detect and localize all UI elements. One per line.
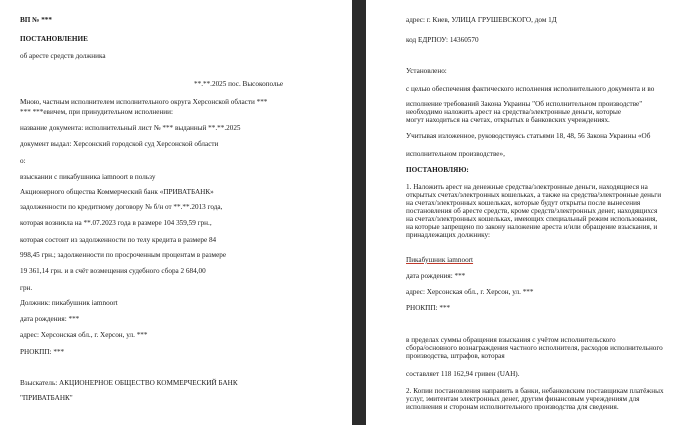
limit-line-2: сбора/основного вознаграждения частного исполнителя, расходов исполнительного — [406, 344, 663, 352]
birth-date: дата рождения: *** — [406, 272, 466, 280]
established-label: Установлено: — [406, 67, 447, 75]
claimant-line-1: Взыскатель: АКЦИОНЕРНОЕ ОБЩЕСТВО КОММЕРЧЕСКИЙ БАНК — [20, 379, 238, 387]
purpose-line-3: необходимо наложить арест на средства/электронные деньги, которые — [406, 108, 622, 116]
item2-line-3: исполнения и сторонам исполнительного производства для сведения. — [406, 403, 619, 411]
debt-line-1: задолженности по кредитному договору № б/н от **.**.2013 года, — [20, 203, 223, 211]
item1-line-3: на счетах/электронных кошельках, которые будут открыты после вынесения — [406, 199, 641, 207]
debt-line-3: которая состоит из задолженности по телу кредита в размере 84 — [20, 236, 217, 244]
date-place: **.**.2025 пос. Высокополье — [194, 80, 284, 88]
item1-line-4: постановления об аресте средств, кроме средств/электронных денег, находящихся — [406, 207, 658, 215]
debt-line-2: которая возникла на **.07.2023 года в размере 104 359,59 грн., — [20, 219, 212, 227]
debtor-address: адрес: Херсонская обл., г. Херсон, ул. *** — [406, 288, 534, 296]
item1-line-2: открытых счетах/электронных кошельках, а также на средства/электронные деньги — [406, 191, 662, 199]
birth-date: дата рождения: *** — [20, 315, 80, 323]
item1-line-6: на которые запрещено по закону наложение ареста и/или обращение взыскания, и — [406, 223, 658, 231]
bank-full-name: Акционерного общества Коммерческий банк «ПРИВАТБАНК» — [20, 188, 214, 196]
bank-address: адрес: г. Киев, УЛИЦА ГРУШЕВСКОГО, дом 1Д — [406, 16, 557, 24]
item2-line-1: 2. Копии постановления направить в банки, небанковским поставщикам платёжных — [406, 387, 664, 395]
recovery-line: взыскании с пикабушника iamnoort в пользу — [20, 173, 156, 181]
debtor-name: Пикабушник iamnoort — [406, 256, 474, 264]
limit-line-1: в пределах суммы обращения взыскания с учётом исполнительского — [406, 336, 616, 344]
about-label: о: — [20, 157, 26, 165]
item1-line-1: 1. Наложить арест на денежные средства/электронные деньги, находящиеся на — [406, 183, 648, 191]
currency-label: грн. — [20, 284, 33, 292]
purpose-line-1: с целью обеспечения фактического исполнения исполнительного документа и во — [406, 85, 655, 93]
item2-line-2: услуг, эмитентам электронных денег, другим финансовым учреждениям для — [406, 395, 640, 403]
purpose-line-2: исполнение требований Закона Украины "Об исполнительном производстве" — [406, 100, 643, 108]
document-heading: ПОСТАНОВЛЕНИЕ — [20, 35, 88, 43]
doc-name-line: название документа: исполнительный лист № *** выданный **.**.2025 — [20, 124, 241, 132]
intro-line-2: *** ***евичем, при принудительном исполнении: — [20, 108, 173, 116]
item1-line-5: на счетах/электронных кошельках, имеющих специальный режим использования, — [406, 215, 658, 223]
claimant-line-2: "ПРИВАТБАНК" — [20, 394, 73, 402]
limit-line-3: производства, штрафов, которая — [406, 352, 505, 360]
purpose-line-4: могут находиться на счетах, открытых в банковских учреждениях. — [406, 116, 610, 124]
debtor-line: Должник: пикабушник iamnoort — [20, 299, 118, 307]
total-amount: составляет 118 162,94 гривен (UAH). — [406, 370, 520, 378]
case-number: ВП № *** — [20, 16, 52, 24]
edrpou-code: код ЕДРПОУ: 14360570 — [406, 36, 479, 44]
rnokpp: РНОКПП: *** — [406, 304, 451, 312]
rnokpp: РНОКПП: *** — [20, 348, 65, 356]
document-subheading: об аресте средств должника — [20, 52, 106, 60]
debt-line-5: 19 361,14 грн. и в счёт возмещения судебного сбора 2 684,00 — [20, 267, 206, 275]
guided-line-1: Учитывая изложенное, руководствуясь статьями 18, 48, 56 Закона Украины «Об — [406, 132, 651, 140]
debt-line-4: 998,45 грн.; задолженности по просроченным процентам в размере — [20, 251, 227, 259]
doc-issued-line: документ выдал: Херсонский городской суд Херсонской области — [20, 140, 219, 148]
intro-line-1: Мною, частным исполнителем исполнительного округа Херсонской области *** — [20, 98, 268, 106]
guided-line-2: исполнительном производстве», — [406, 150, 505, 158]
item1-line-7: принадлежащих должнику: — [406, 231, 490, 239]
debtor-address: адрес: Херсонская обл., г. Херсон, ул. *** — [20, 331, 148, 339]
resolve-heading: ПОСТАНОВЛЯЮ: — [406, 166, 469, 174]
document-page-right — [366, 0, 700, 425]
